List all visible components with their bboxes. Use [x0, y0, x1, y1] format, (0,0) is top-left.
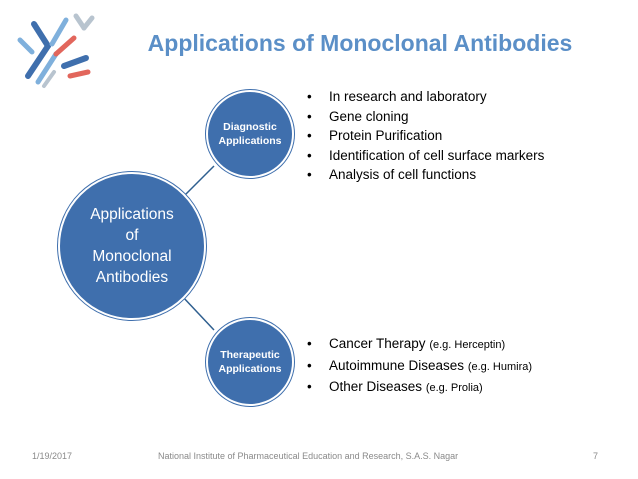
center-node-label — [90, 204, 174, 288]
center-node — [58, 172, 206, 320]
list-item — [307, 356, 532, 378]
list-item — [307, 126, 544, 146]
bullet-example: (e.g. Prolia) — [425, 382, 483, 394]
bullet-text: Analysis of cell functions — [329, 167, 477, 182]
bullet-text: In research and laboratory — [329, 89, 487, 104]
diagnostic-node — [206, 90, 294, 178]
bullet-example: (e.g. Herceptin) — [429, 339, 506, 351]
bullet-example: (e.g. Humira) — [467, 360, 533, 373]
diagnostic-node-line: Applications — [218, 135, 282, 147]
bullet-text: Autoimmune Diseases — [329, 357, 465, 373]
footer-date: 1/19/2017 — [32, 451, 73, 461]
therapeutic-bullet-list — [307, 334, 532, 399]
therapeutic-node-line: Applications — [218, 363, 282, 375]
list-item — [307, 107, 544, 127]
center-node-line: Antibodies — [95, 269, 169, 286]
bullet-text: Gene cloning — [329, 108, 409, 124]
bullet-text: Identification of cell surface markers — [329, 147, 545, 163]
therapeutic-node-label — [218, 348, 281, 376]
center-node-line: Monoclonal — [92, 248, 172, 265]
list-item — [307, 334, 532, 356]
list-item — [307, 87, 544, 107]
footer-page-number: 7 — [593, 451, 599, 461]
list-item — [307, 146, 544, 166]
diagnostic-node-label — [218, 120, 281, 148]
connector-therapeutic — [182, 296, 214, 330]
diagnostic-bullet-list — [307, 87, 544, 185]
therapeutic-node-line: Therapeutic — [220, 349, 280, 361]
connector-diagnostic — [182, 166, 214, 198]
footer-organization: National Institute of Pharmaceutical Education and Research, S.A.S. Nagar — [158, 451, 459, 461]
slide-title: Applications of Monoclonal Antibodies — [147, 30, 573, 56]
list-item — [307, 165, 544, 185]
diagnostic-node-line: Diagnostic — [223, 121, 277, 133]
center-node-line: of — [125, 227, 139, 244]
center-node-line: Applications — [90, 206, 174, 223]
bullet-text: Protein Purification — [329, 128, 443, 143]
bullet-text: Other Diseases — [329, 379, 423, 394]
bullet-text: Cancer Therapy — [329, 336, 426, 351]
therapeutic-node — [206, 318, 294, 406]
list-item — [307, 377, 532, 399]
